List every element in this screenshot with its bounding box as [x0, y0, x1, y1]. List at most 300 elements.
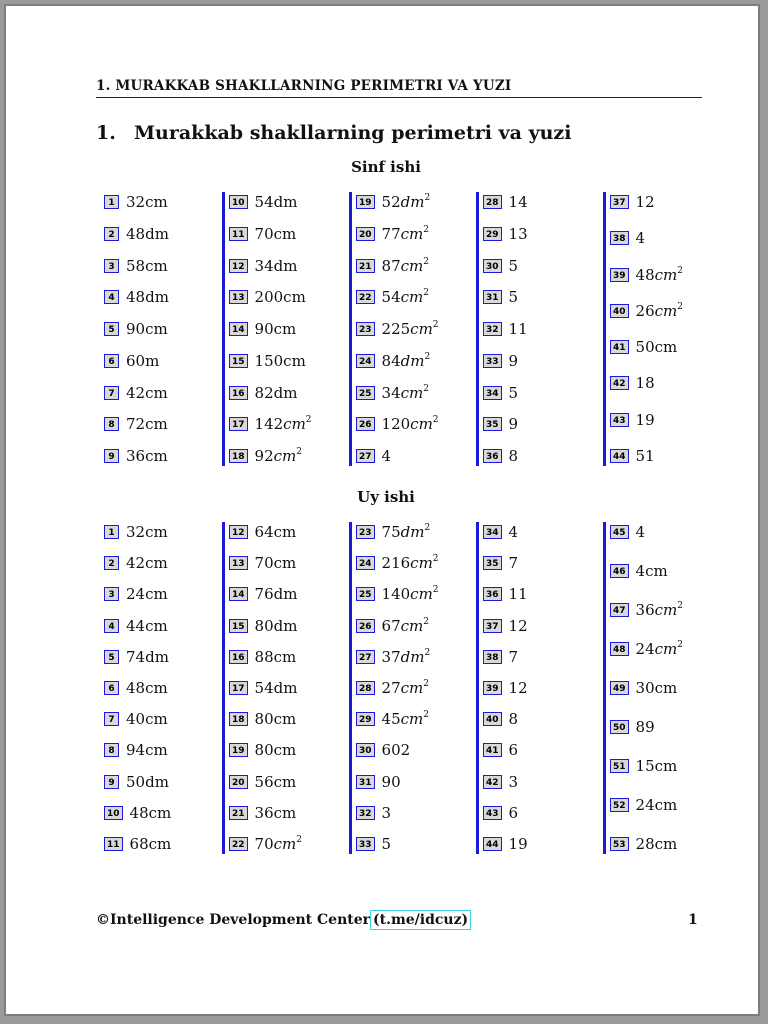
answer-item — [610, 192, 721, 212]
answer-value — [636, 338, 678, 356]
answer-item — [229, 414, 340, 434]
answer-item — [356, 772, 467, 792]
answer-number-badge: 36 — [483, 587, 502, 601]
answer-exponent: 2 — [423, 710, 429, 721]
answer-number: 24cm — [635, 796, 678, 814]
answer-item — [610, 265, 721, 285]
answer-item — [483, 351, 594, 371]
answer-value — [126, 193, 168, 211]
answer-number: 80cm — [254, 741, 297, 760]
answer-value — [636, 266, 683, 284]
answer-value — [382, 352, 431, 370]
answer-number: 34 — [381, 383, 401, 402]
answer-item — [356, 553, 467, 573]
answer-item — [104, 740, 222, 760]
answer-value — [126, 320, 168, 338]
answer-number: 54 — [381, 288, 401, 307]
answer-number: 4cm — [635, 562, 668, 580]
answer-number-badge: 15 — [229, 619, 248, 633]
page-number: 1 — [688, 912, 698, 928]
answer-number-badge: 29 — [483, 227, 502, 241]
answer-value — [636, 374, 655, 392]
answer-item — [104, 709, 222, 729]
answer-number: 140 — [381, 585, 411, 604]
answer-number-badge: 48 — [610, 642, 629, 656]
answer-number-badge: 20 — [229, 775, 248, 789]
answer-value — [255, 257, 298, 275]
answer-exponent: 2 — [424, 351, 431, 362]
answer-item — [104, 678, 222, 698]
answer-number: 5 — [508, 288, 519, 307]
answer-item — [610, 639, 721, 659]
answer-value — [382, 710, 429, 728]
answer-number: 37 — [381, 647, 401, 666]
answer-value — [382, 384, 429, 402]
answer-exponent: 2 — [677, 640, 683, 650]
answer-unit: dm — [400, 193, 425, 211]
answer-number: 89 — [635, 718, 655, 736]
answer-number-badge: 22 — [229, 837, 248, 851]
answer-value — [509, 352, 519, 370]
answer-number: 216 — [381, 554, 411, 573]
answer-item — [610, 373, 721, 393]
answer-number-badge: 31 — [356, 775, 375, 789]
answer-value — [130, 804, 172, 822]
answer-number-badge: 13 — [229, 290, 248, 304]
answer-value — [126, 225, 169, 243]
answer-value — [130, 835, 172, 853]
answer-exponent: 2 — [432, 554, 439, 565]
answer-item — [229, 772, 340, 792]
answer-exponent: 2 — [432, 585, 439, 596]
answer-number-badge: 28 — [356, 681, 375, 695]
answer-number: 7 — [508, 647, 519, 666]
answer-item — [610, 337, 721, 357]
answer-item — [610, 678, 721, 698]
answer-unit: cm — [654, 640, 678, 658]
answer-item — [229, 287, 340, 307]
answer-number: 76dm — [254, 585, 298, 604]
answer-number: 5 — [508, 256, 519, 275]
answer-value — [509, 193, 528, 211]
answer-value — [382, 648, 431, 666]
answer-item — [483, 319, 594, 339]
answer-value — [636, 447, 655, 465]
answer-item — [483, 192, 594, 212]
document-page — [4, 4, 760, 1016]
answer-column — [349, 522, 467, 854]
answer-value — [382, 804, 392, 822]
answer-number-badge: 49 — [610, 681, 629, 695]
answer-number: 48cm — [126, 678, 168, 697]
answer-number: 74dm — [126, 647, 169, 666]
answer-value — [382, 193, 431, 211]
answer-value — [255, 741, 297, 759]
answer-number-badge: 39 — [483, 681, 502, 695]
answer-item — [356, 678, 467, 698]
answer-item — [483, 414, 594, 434]
answer-item — [229, 256, 340, 276]
answer-exponent: 2 — [423, 616, 429, 627]
answer-unit: cm — [654, 601, 678, 619]
answer-item — [229, 192, 340, 212]
answer-item — [483, 287, 594, 307]
answer-number-badge: 38 — [610, 231, 629, 245]
answer-number-badge: 1 — [104, 195, 119, 209]
answer-value — [382, 773, 401, 791]
answer-unit: cm — [410, 585, 433, 604]
answer-item — [356, 446, 467, 466]
answer-number: 15cm — [635, 757, 678, 775]
answer-number: 3 — [381, 803, 392, 822]
answer-item — [229, 709, 340, 729]
running-header: 1. MURAKKAB SHAKLLARNING PERIMETRI VA YUZI — [96, 78, 702, 98]
answer-value — [509, 384, 519, 402]
answer-number: 19 — [635, 410, 655, 429]
answer-value — [382, 257, 429, 275]
answer-number-badge: 33 — [356, 837, 375, 851]
answer-item — [356, 616, 467, 636]
answer-item — [356, 287, 467, 307]
answer-value — [382, 320, 439, 338]
answer-value — [636, 757, 678, 775]
answer-number-badge: 7 — [104, 386, 119, 400]
answer-unit: cm — [400, 256, 424, 275]
answer-number-badge: 33 — [483, 354, 502, 368]
answer-number-badge: 16 — [229, 386, 248, 400]
answer-number: 8 — [508, 710, 519, 729]
answer-number-badge: 34 — [483, 386, 502, 400]
answer-value — [636, 796, 678, 814]
answer-number-badge: 19 — [229, 743, 248, 757]
answer-number-badge: 24 — [356, 354, 375, 368]
answer-number: 3 — [508, 772, 519, 791]
answer-number-badge: 41 — [483, 743, 502, 757]
answer-number: 92 — [254, 447, 274, 465]
answer-number: 48 — [635, 265, 655, 284]
answer-number: 54dm — [254, 678, 298, 697]
answer-unit: dm — [400, 523, 425, 541]
answer-item — [356, 803, 467, 823]
answer-item — [483, 803, 594, 823]
answer-item — [229, 446, 340, 466]
answer-exponent: 2 — [677, 265, 683, 276]
answer-value — [255, 804, 297, 822]
answer-column — [222, 192, 340, 466]
answer-item — [104, 287, 222, 307]
answer-value — [509, 257, 519, 275]
answer-value — [509, 554, 519, 572]
answer-value — [126, 288, 169, 306]
answer-value — [126, 741, 168, 759]
answer-exponent: 2 — [423, 224, 429, 235]
answer-number-badge: 21 — [356, 259, 375, 273]
answer-number-badge: 43 — [610, 413, 629, 427]
answer-unit: cm — [654, 265, 678, 284]
answer-item — [610, 795, 721, 815]
answer-value — [509, 415, 519, 433]
answer-exponent: 2 — [423, 383, 429, 394]
answer-number-badge: 28 — [483, 195, 502, 209]
answer-item — [483, 678, 594, 698]
answer-exponent: 2 — [423, 288, 429, 299]
answer-item — [229, 351, 340, 371]
answer-value — [255, 585, 298, 603]
answer-column — [603, 522, 721, 854]
answer-number: 60m — [126, 351, 160, 370]
answer-value — [382, 585, 439, 603]
footer-credit — [96, 912, 471, 928]
answer-value — [636, 302, 683, 320]
answer-number: 24cm — [126, 585, 168, 604]
answer-value — [382, 617, 429, 635]
answer-item — [104, 553, 222, 573]
answer-value — [126, 257, 168, 275]
answer-item — [483, 647, 594, 667]
answer-number-badge: 40 — [610, 304, 629, 318]
answer-number: 28cm — [635, 835, 678, 853]
answer-item — [483, 616, 594, 636]
answer-number: 70cm — [254, 224, 297, 243]
section-title — [96, 122, 571, 144]
answer-number: 82dm — [254, 383, 298, 402]
answer-number-badge: 6 — [104, 354, 119, 368]
answer-item — [356, 256, 467, 276]
answer-exponent: 2 — [424, 193, 431, 203]
answer-value — [255, 710, 297, 728]
answer-number-badge: 18 — [229, 712, 248, 726]
answer-unit: cm — [273, 447, 297, 465]
answer-number: 48dm — [126, 288, 169, 307]
answer-item — [229, 383, 340, 403]
answer-item — [610, 717, 721, 737]
answer-number-badge: 11 — [104, 837, 123, 851]
answer-column — [476, 192, 594, 466]
answer-exponent: 2 — [423, 256, 429, 267]
answer-number: 200cm — [254, 288, 306, 307]
answer-number-badge: 3 — [104, 259, 119, 273]
answer-number-badge: 7 — [104, 712, 119, 726]
answer-item — [610, 301, 721, 321]
answer-number: 5 — [508, 383, 519, 402]
answer-value — [126, 447, 168, 465]
answer-number-badge: 15 — [229, 354, 248, 368]
answer-number: 42cm — [126, 383, 168, 402]
answer-value — [255, 835, 302, 853]
answer-number: 150cm — [254, 351, 306, 370]
answer-number-badge: 23 — [356, 322, 375, 336]
answer-item — [356, 383, 467, 403]
answer-unit: cm — [410, 554, 433, 573]
answer-number: 11 — [508, 320, 528, 338]
answer-item — [104, 616, 222, 636]
answer-number-badge: 30 — [356, 743, 375, 757]
answer-number: 27 — [381, 678, 401, 697]
answer-number-badge: 27 — [356, 650, 375, 664]
answer-number-badge: 30 — [483, 259, 502, 273]
answer-value — [126, 679, 168, 697]
answer-item — [104, 414, 222, 434]
answer-item — [104, 584, 222, 604]
answer-number: 88cm — [254, 647, 297, 666]
answer-number-badge: 40 — [483, 712, 502, 726]
answer-number-badge: 24 — [356, 556, 375, 570]
answer-number: 42cm — [126, 554, 168, 573]
answer-item — [610, 446, 721, 466]
answer-value — [509, 648, 519, 666]
answer-number: 6 — [508, 741, 519, 760]
answer-item — [483, 709, 594, 729]
answer-number-badge: 32 — [483, 322, 502, 336]
answer-unit: cm — [400, 616, 424, 635]
answer-value — [382, 523, 431, 541]
answer-number: 56cm — [254, 772, 297, 791]
answer-number: 80cm — [254, 710, 297, 729]
answer-value — [255, 288, 306, 306]
answer-value — [126, 585, 168, 603]
answer-number-badge: 29 — [356, 712, 375, 726]
answer-value — [126, 415, 168, 433]
answer-number: 6 — [508, 803, 519, 822]
answer-item — [356, 522, 467, 542]
block-title-uy-ishi: Uy ishi — [357, 488, 415, 506]
answer-number: 24 — [635, 640, 655, 658]
answer-value — [509, 523, 519, 541]
answer-item — [229, 834, 340, 854]
answer-number-badge: 1 — [104, 525, 119, 539]
answer-number: 75 — [381, 523, 401, 541]
answer-number-badge: 46 — [610, 564, 629, 578]
answer-number: 50dm — [126, 772, 169, 791]
answer-unit: cm — [400, 710, 424, 729]
answer-number-badge: 39 — [610, 268, 629, 282]
answer-item — [104, 224, 222, 244]
answer-number: 7 — [508, 554, 519, 573]
answer-value — [255, 320, 297, 338]
answer-item — [610, 228, 721, 248]
answer-number-badge: 31 — [483, 290, 502, 304]
answer-value — [255, 352, 306, 370]
answer-number: 26 — [635, 301, 655, 320]
block-title-sinf-ishi: Sinf ishi — [351, 158, 421, 176]
answer-number: 44cm — [126, 616, 168, 635]
section-title-text: Murakkab shakllarning perimetri va yuzi — [134, 122, 572, 144]
answer-value — [509, 804, 519, 822]
footer-link[interactable]: (t.me/idcuz) — [370, 910, 471, 930]
answer-number: 90cm — [126, 320, 168, 338]
answer-number-badge: 42 — [483, 775, 502, 789]
answer-value — [509, 741, 519, 759]
answer-number-badge: 2 — [104, 227, 119, 241]
answer-value — [382, 447, 392, 465]
answer-item — [229, 616, 340, 636]
answer-exponent: 2 — [296, 447, 302, 457]
answer-number: 36cm — [254, 803, 297, 822]
answer-number: 67 — [381, 616, 401, 635]
answer-unit: cm — [400, 224, 424, 243]
answer-number-badge: 35 — [483, 556, 502, 570]
answer-number-badge: 13 — [229, 556, 248, 570]
answer-value — [636, 229, 646, 247]
answer-number: 50cm — [635, 338, 678, 357]
answer-number: 70cm — [254, 554, 297, 573]
answer-number: 80dm — [254, 616, 298, 635]
answer-value — [636, 601, 683, 619]
answer-column — [476, 522, 594, 854]
answer-item — [229, 740, 340, 760]
answer-number: 40cm — [126, 710, 168, 729]
answer-value — [382, 415, 439, 433]
answer-item — [483, 256, 594, 276]
answer-number: 77 — [381, 224, 401, 243]
answer-value — [382, 679, 429, 697]
answer-value — [636, 562, 668, 580]
answer-column — [222, 522, 340, 854]
answer-unit: dm — [400, 647, 425, 666]
answer-number-badge: 41 — [610, 340, 629, 354]
answer-number-badge: 14 — [229, 587, 248, 601]
answer-value — [126, 710, 168, 728]
answer-number: 120 — [381, 415, 411, 434]
answer-number-badge: 11 — [229, 227, 248, 241]
answer-number-badge: 44 — [610, 449, 629, 463]
answer-number: 32cm — [126, 193, 168, 211]
answer-value — [382, 835, 392, 853]
answer-item — [229, 553, 340, 573]
answer-number-badge: 3 — [104, 587, 119, 601]
answer-value — [255, 773, 297, 791]
answer-exponent: 2 — [296, 834, 302, 845]
answer-item — [483, 553, 594, 573]
footer-copyright: ©Intelligence Development Center — [96, 912, 370, 928]
answer-number: 84 — [381, 351, 401, 370]
answer-item — [483, 584, 594, 604]
answer-value — [126, 773, 169, 791]
answer-number: 90 — [381, 772, 401, 791]
answer-number: 4 — [508, 523, 519, 541]
answer-number-badge: 53 — [610, 837, 629, 851]
answer-value — [382, 288, 429, 306]
answer-item — [610, 522, 721, 542]
answer-number-badge: 12 — [229, 525, 248, 539]
answer-value — [255, 225, 297, 243]
answer-number-badge: 19 — [356, 195, 375, 209]
answer-number: 602 — [381, 741, 411, 760]
answer-number: 32cm — [126, 523, 168, 541]
answer-item — [483, 446, 594, 466]
answer-number-badge: 45 — [610, 525, 629, 539]
answer-exponent: 2 — [677, 601, 683, 611]
answer-number: 4 — [381, 447, 392, 465]
answer-number-badge: 26 — [356, 417, 375, 431]
answer-item — [104, 803, 222, 823]
answer-number: 12 — [635, 193, 655, 211]
answer-number-badge: 10 — [229, 195, 248, 209]
answer-number: 9 — [508, 351, 519, 370]
answer-item — [610, 834, 721, 854]
answer-value — [636, 523, 646, 541]
answer-value — [126, 352, 159, 370]
answer-number-badge: 23 — [356, 525, 375, 539]
answer-item — [104, 192, 222, 212]
answer-item — [104, 446, 222, 466]
answer-item — [104, 647, 222, 667]
answer-number: 68cm — [129, 834, 172, 853]
answer-number: 18 — [635, 374, 655, 393]
answer-item — [610, 561, 721, 581]
answer-number: 58cm — [126, 256, 168, 275]
answer-number: 14 — [508, 193, 528, 211]
